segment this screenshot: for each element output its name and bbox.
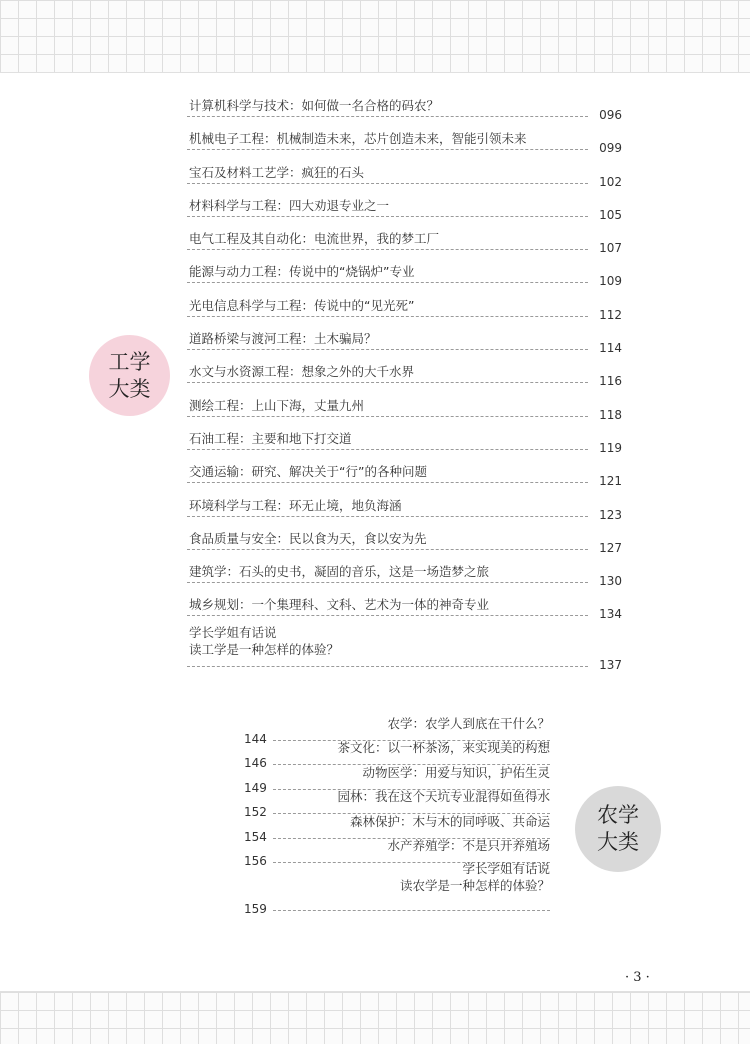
toc-entry[interactable]	[187, 422, 622, 455]
dotted-leader	[187, 183, 588, 184]
toc-entry[interactable]	[187, 122, 622, 155]
entry-page: 156	[244, 853, 267, 868]
entry-page: 149	[244, 780, 267, 795]
entry-page: 102	[599, 174, 622, 189]
entry-page: 130	[599, 574, 622, 589]
section-badge-agriculture	[575, 786, 661, 872]
entry-title: 宝石及材料工艺学：疯狂的石头	[189, 164, 365, 180]
closing-line-2: 读工学是一种怎样的体验？	[189, 642, 340, 658]
dotted-leader	[187, 216, 588, 217]
dotted-leader	[273, 910, 550, 911]
dotted-leader	[187, 349, 588, 350]
entry-title: 能源与动力工程：传说中的“烧锅炉”专业	[189, 264, 415, 280]
dotted-leader	[187, 615, 588, 616]
entry-title: 材料科学与工程：四大劝退专业之一	[189, 197, 390, 213]
badge-line-1: 工学	[108, 349, 151, 374]
toc-entry[interactable]	[187, 389, 622, 422]
dotted-leader	[187, 449, 588, 450]
toc-entry[interactable]	[187, 455, 622, 488]
entry-page: 144	[244, 732, 267, 746]
entry-page: 109	[599, 274, 622, 289]
entry-title: 机械电子工程：机械制造未来，芯片创造未来，智能引领未来	[189, 131, 527, 147]
closing-line-1: 学长学姐有话说	[462, 861, 550, 877]
dotted-leader	[187, 516, 588, 517]
entry-title	[189, 624, 489, 659]
entry-title: 水产养殖学：不是只开养殖场	[387, 837, 550, 853]
entry-title: 茶文化：以一杯茶汤，来实现美的构想	[337, 740, 550, 756]
badge-line-1: 农学	[597, 803, 639, 827]
dotted-leader	[187, 116, 588, 117]
entry-title	[250, 860, 550, 894]
dotted-leader	[187, 282, 588, 283]
toc-entry[interactable]	[187, 555, 622, 588]
toc-agriculture	[244, 714, 550, 917]
dotted-leader	[187, 666, 588, 667]
entry-page: 099	[599, 141, 622, 156]
entry-title: 测绘工程：上山下海，丈量九州	[189, 397, 365, 413]
dotted-leader	[187, 249, 588, 250]
entry-page: 107	[599, 241, 622, 256]
entry-page: 119	[599, 440, 622, 455]
entry-title: 城乡规划：一个集理科、文科、艺术为一体的神奇专业	[189, 597, 490, 613]
entry-page: 112	[599, 307, 622, 322]
toc-entry[interactable]	[187, 156, 622, 189]
entry-page: 146	[244, 756, 267, 771]
section-badge-engineering	[89, 335, 170, 416]
toc-entry[interactable]	[187, 588, 622, 621]
grid-footer-band	[0, 991, 750, 1044]
entry-title: 石油工程：主要和地下打交道	[189, 430, 352, 446]
entry-page: 159	[244, 902, 267, 917]
toc-entry[interactable]	[244, 836, 550, 868]
entry-title: 农学：农学人到底在干什么？	[387, 716, 550, 731]
entry-page: 114	[599, 341, 622, 356]
closing-line-2: 读农学是一种怎样的体验？	[399, 878, 550, 894]
dotted-leader	[187, 382, 588, 383]
entry-title: 电气工程及其自动化：电流世界，我的梦工厂	[189, 231, 440, 247]
entry-title: 动物医学：用爱与知识，护佑生灵	[362, 764, 550, 780]
toc-entry[interactable]	[187, 289, 622, 322]
dotted-leader	[187, 582, 588, 583]
entry-page: 105	[599, 207, 622, 222]
entry-page: 152	[244, 805, 267, 820]
entry-page: 116	[599, 374, 622, 389]
dotted-leader	[187, 416, 588, 417]
grid-header-band	[0, 0, 750, 73]
toc-entry[interactable]	[187, 489, 622, 522]
closing-line-1: 学长学姐有话说	[189, 624, 277, 640]
entry-page: 118	[599, 407, 622, 422]
toc-entry[interactable]	[187, 89, 622, 122]
toc-entry[interactable]	[187, 189, 622, 222]
toc-entry[interactable]	[244, 763, 550, 795]
entry-title: 森林保护：木与木的同呼吸、共命运	[349, 813, 550, 829]
page-number: · 3 ·	[625, 970, 650, 985]
entry-title: 光电信息科学与工程：传说中的“见光死”	[189, 297, 415, 313]
toc-entry-closing[interactable]	[187, 622, 622, 673]
toc-entry[interactable]	[187, 522, 622, 555]
toc-entry[interactable]	[187, 255, 622, 288]
dotted-leader	[187, 549, 588, 550]
toc-entry[interactable]	[187, 222, 622, 255]
entry-page: 154	[244, 829, 267, 844]
entry-title: 食品质量与安全：民以食为天，食以安为先	[189, 530, 427, 546]
entry-title: 计算机科学与技术：如何做一名合格的码农？	[189, 98, 440, 113]
entry-page: 096	[599, 108, 622, 122]
entry-page: 137	[599, 657, 622, 672]
dotted-leader	[187, 482, 588, 483]
dotted-leader	[187, 316, 588, 317]
toc-entry[interactable]	[187, 355, 622, 388]
entry-title: 交通运输：研究、解决关于“行”的各种问题	[189, 464, 427, 480]
entry-page: 121	[599, 474, 622, 489]
entry-title: 环境科学与工程：环无止境，地负海涵	[189, 497, 402, 513]
entry-page: 134	[599, 607, 622, 622]
dotted-leader	[187, 149, 588, 150]
entry-title: 园林：我在这个天坑专业混得如鱼得水	[337, 789, 550, 805]
toc-entry[interactable]	[244, 714, 550, 746]
entry-page: 123	[599, 507, 622, 522]
toc-entry-closing[interactable]	[244, 860, 550, 917]
entry-title: 建筑学：石头的史书，凝固的音乐，这是一场造梦之旅	[189, 564, 490, 580]
toc-entry[interactable]	[244, 787, 550, 820]
toc-entry[interactable]	[244, 738, 550, 771]
toc-entry[interactable]	[244, 812, 550, 844]
toc-engineering	[187, 89, 622, 673]
badge-line-2: 大类	[108, 376, 151, 401]
entry-title: 水文与水资源工程：想象之外的大千水界	[189, 364, 415, 380]
entry-page: 127	[599, 540, 622, 555]
entry-title: 道路桥梁与渡河工程：土木骗局？	[189, 331, 377, 347]
badge-line-2: 大类	[597, 830, 639, 854]
toc-entry[interactable]	[187, 322, 622, 355]
